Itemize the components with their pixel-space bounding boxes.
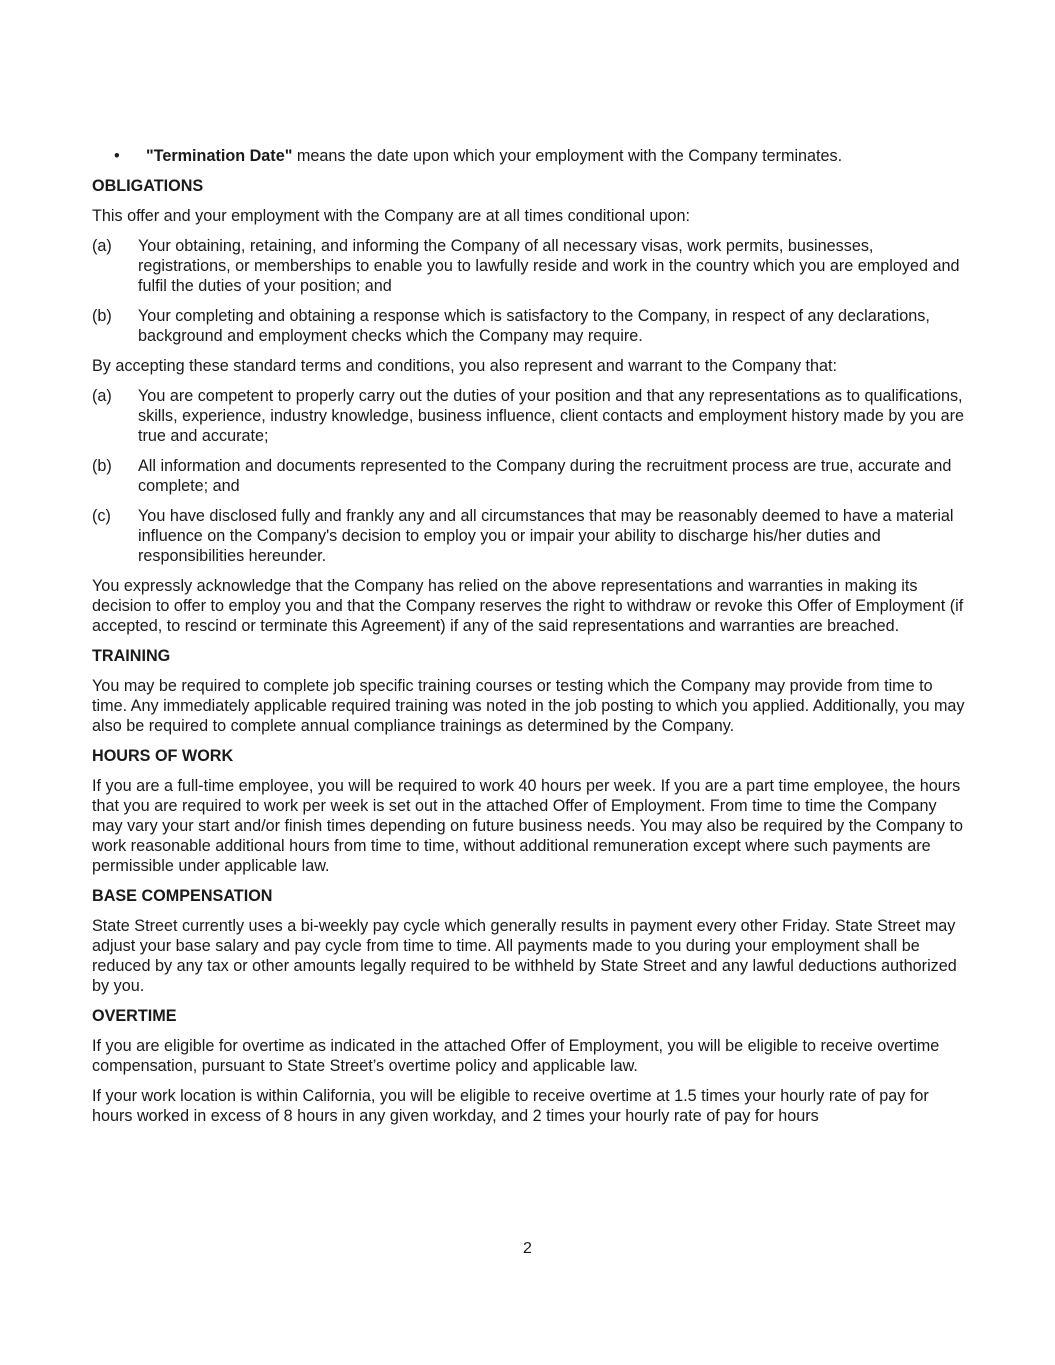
warranty-item [92,456,967,496]
warranty-intro: By accepting these standard terms and conditions, you also represent and warrant to the Company that: [92,357,838,375]
list-text: Your obtaining, retaining, and informing the Company of all necessary visas, work permits, businesses, registrations, or memberships to enable you to lawfully reside and work in the country which you are employed and fulfil the duties of your position; and [138,237,960,295]
list-marker: (b) [92,307,112,325]
warranty-item [92,386,967,446]
condition-item [92,236,967,296]
acknowledgement-paragraph: You expressly acknowledge that the Company has relied on the above representations and warranties in making its decision to offer to employ you and that the Company reserves the right to withdraw or revoke this Offer of Employment (if accepted, to rescind or terminate this Agreement) if any of the said representations and warranties are breached. [92,577,964,635]
list-text: You have disclosed fully and frankly any and all circumstances that may be reasonably deemed to have a material influence on the Company's decision to employ you or impair your ability to discharge his/her duties and responsibilities hereunder. [138,507,954,565]
hours-of-work-paragraph: If you are a full-time employee, you will be required to work 40 hours per week. If you are a part time employee, the hours that you are required to work per week is set out in the attached Offer of Employment. From time to time the Company may vary your start and/or finish times depending on future business needs. You may also be required by the Company to work reasonable additional hours from time to time, without additional remuneration except where such payments are permissible under applicable law. [92,777,964,875]
list-marker: (b) [92,457,112,475]
page-number: 2 [523,1240,532,1257]
training-heading: TRAINING [92,647,171,665]
training-paragraph: You may be required to complete job specific training courses or testing which the Company may provide from time to time. Any immediately applicable required training was noted in the job posting to which you applied. Additionally, you may also be required to complete annual compliance trainings as determined by the Company. [92,677,965,735]
list-text: You are competent to properly carry out the duties of your position and that any representations as to qualifications, skills, experience, industry knowledge, business influence, client contacts and employment history made by you are true and accurate; [138,387,964,445]
defined-term: "Termination Date" [146,147,293,165]
list-text: All information and documents represented to the Company during the recruitment process are true, accurate and complete; and [138,457,952,495]
list-text: Your completing and obtaining a response which is satisfactory to the Company, in respect of any declarations, background and employment checks which the Company may require. [138,307,930,345]
overtime-heading: OVERTIME [92,1007,177,1025]
list-marker: (a) [92,387,112,405]
california-overtime-paragraph: If your work location is within California, you will be eligible to receive overtime at 1.5 times your hourly rate of pay for hours worked in excess of 8 hours in any given workday, and 2 times your hourly rate of pay for hours [92,1087,929,1125]
warranty-item [92,506,967,566]
list-marker: (c) [92,507,111,525]
definition-text: means the date upon which your employment with the Company terminates. [292,147,843,165]
base-compensation-paragraph: State Street currently uses a bi-weekly pay cycle which generally results in payment every other Friday. State Street may adjust your base salary and pay cycle from time to time. All payments made to you during your employment shall be reduced by any tax or other amounts legally required to be withheld by State Street and any lawful deductions authorized by you. [92,917,957,995]
bullet-marker: • [114,147,120,165]
list-marker: (a) [92,237,112,255]
termination-date-definition [92,146,967,166]
hours-of-work-heading: HOURS OF WORK [92,747,234,765]
condition-item [92,306,967,346]
document-page [92,146,967,1136]
obligations-heading: OBLIGATIONS [92,177,204,195]
obligations-intro: This offer and your employment with the Company are at all times conditional upon: [92,207,691,225]
overtime-paragraph: If you are eligible for overtime as indicated in the attached Offer of Employment, you will be eligible to receive overtime compensation, pursuant to State Street’s overtime policy and applicable law. [92,1037,940,1075]
base-compensation-heading: BASE COMPENSATION [92,887,273,905]
